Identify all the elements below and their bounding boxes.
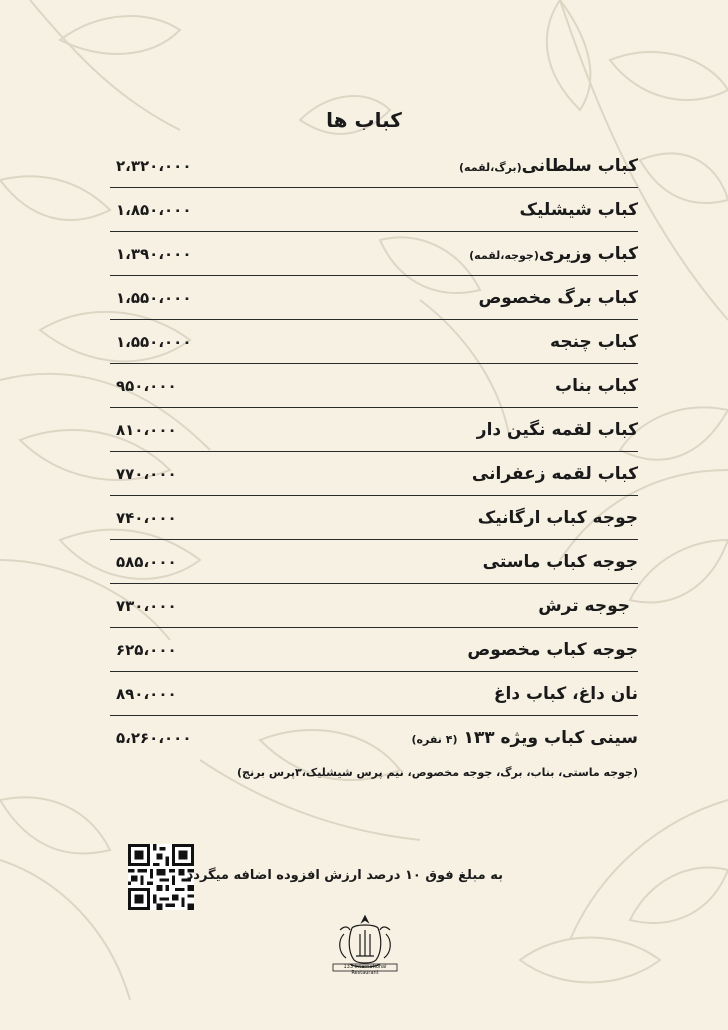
vat-note: به مبلغ فوق ۱۰ درصد ارزش افزوده اضافه میگردد — [186, 868, 503, 883]
item-name: کباب چنجه — [550, 332, 638, 352]
menu-item — [110, 320, 638, 364]
item-name: نان داغ، کباب داغ — [493, 684, 638, 704]
item-price: ۵،۲۶۰،۰۰۰ — [116, 729, 192, 747]
menu-item — [110, 716, 638, 759]
qr-code-icon[interactable] — [128, 844, 194, 910]
menu-item — [110, 408, 638, 452]
menu-item — [110, 276, 638, 320]
item-note: (برگ،لقمه) — [459, 161, 522, 174]
item-price: ۲،۳۲۰،۰۰۰ — [116, 157, 192, 175]
menu-item — [110, 144, 638, 188]
item-name: سینی کباب ویژه ۱۳۳ (۴ نفره) — [411, 728, 638, 748]
item-price: ۱،۸۵۰،۰۰۰ — [116, 201, 192, 219]
item-name: جوجه کباب مخصوص — [467, 640, 638, 660]
item-name: کباب وزیری(جوجه،لقمه) — [469, 244, 638, 264]
item-name: کباب برگ مخصوص — [478, 288, 638, 308]
item-price: ۷۴۰،۰۰۰ — [116, 509, 177, 527]
item-note: (۴ نفره) — [411, 733, 458, 746]
menu-item — [110, 452, 638, 496]
platter-contents: (جوجه ماستی، بناب، برگ، جوجه مخصوص، نیم پرس شیشلیک،۳پرس برنج) — [236, 766, 638, 779]
item-price: ۱،۵۵۰،۰۰۰ — [116, 289, 192, 307]
item-name: جوجه کباب ماستی — [482, 552, 638, 572]
menu-item — [110, 672, 638, 716]
item-note: (جوجه،لقمه) — [469, 249, 539, 262]
restaurant-logo-icon — [330, 908, 400, 988]
menu-item — [110, 232, 638, 276]
item-price: ۵۸۵،۰۰۰ — [116, 553, 177, 571]
item-price: ۱،۳۹۰،۰۰۰ — [116, 245, 192, 263]
item-name: کباب سلطانی(برگ،لقمه) — [459, 156, 638, 176]
item-price: ۷۳۰،۰۰۰ — [116, 597, 177, 615]
item-price: ۷۷۰،۰۰۰ — [116, 465, 177, 483]
menu-item — [110, 628, 638, 672]
item-name: جوجه کباب ارگانیک — [477, 508, 638, 528]
menu-list — [110, 144, 638, 759]
logo-caption: 133 International Restaurant — [343, 964, 387, 976]
item-price: ۹۵۰،۰۰۰ — [116, 377, 177, 395]
item-name: کباب لقمه نگین دار — [476, 420, 638, 440]
menu-title: کباب ها — [326, 108, 402, 132]
item-price: ۱،۵۵۰،۰۰۰ — [116, 333, 192, 351]
menu-item — [110, 496, 638, 540]
item-name: کباب بناب — [555, 376, 638, 396]
menu-item — [110, 584, 638, 628]
item-price: ۸۹۰،۰۰۰ — [116, 685, 177, 703]
item-name: کباب لقمه زعفرانی — [471, 464, 638, 484]
item-price: ۶۲۵،۰۰۰ — [116, 641, 177, 659]
item-name: کباب شیشلیک — [519, 200, 638, 220]
menu-item — [110, 188, 638, 232]
menu-item — [110, 540, 638, 584]
menu-item — [110, 364, 638, 408]
item-name: جوجه ترش — [538, 596, 630, 616]
item-price: ۸۱۰،۰۰۰ — [116, 421, 177, 439]
